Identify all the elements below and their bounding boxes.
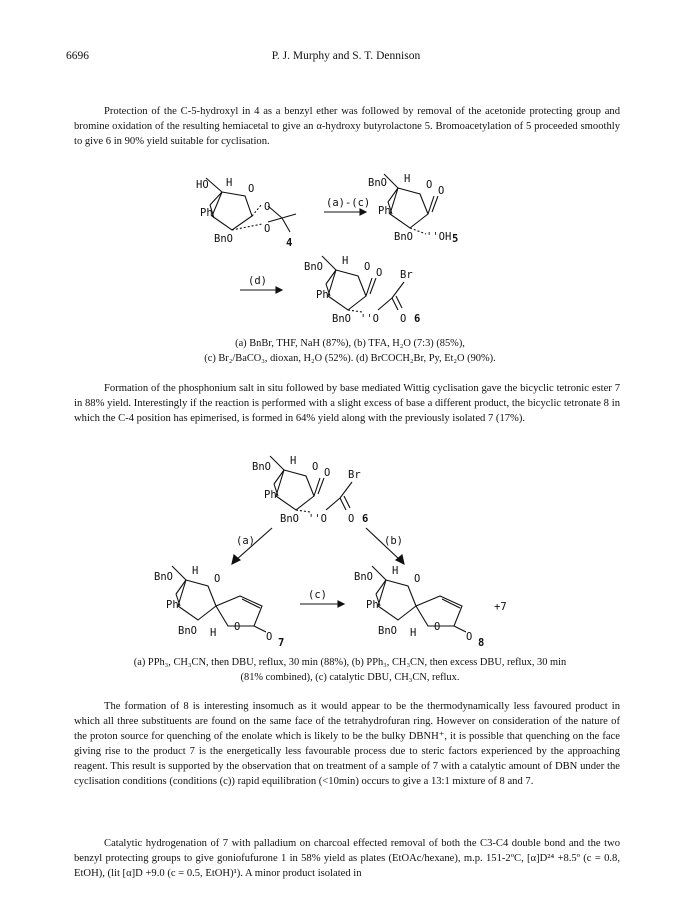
scheme-2-caption xyxy=(80,655,620,685)
label-H-7b: H xyxy=(210,627,217,639)
label-O-5b: O xyxy=(438,185,445,197)
label-BnO-s2-6a: BnO xyxy=(252,461,271,473)
paragraph-4-text: Catalytic hydrogenation of 7 with palladium on charcoal effected removal of both the C3-C4 double bond and the two benzyl protecting groups to give goniofufurone 1 in 58% yield as plates (EtOAc/hexane), m.p. 151-2ºC, [α]D²⁴ +8.5º (c = 0.8, EtOH), (lit [α]D +9.0 (c = 0.5, EtOH)¹). A minor product isolated in xyxy=(74,838,620,879)
label-BnO-5b: BnO xyxy=(394,231,413,243)
label-H-s2-6: H xyxy=(290,455,297,467)
label-Ph-6: Ph xyxy=(316,289,329,301)
label-Ph-5: Ph xyxy=(378,205,391,217)
label-O-6a: O xyxy=(364,261,371,273)
scheme-1-caption-line2: (c) Br₂/BaCO₃, dioxan, H₂O (52%). (d) BrCOCH₂Br, Py, Et₂O (90%). xyxy=(204,353,496,364)
label-Ph-8: Ph xyxy=(366,599,379,611)
compound-4-number: 4 xyxy=(286,237,293,249)
label-O-8a: O xyxy=(414,573,421,585)
label-BnO-4: BnO xyxy=(214,233,233,245)
label-Ph-7: Ph xyxy=(166,599,179,611)
label-BnO-s2-6b: BnO xyxy=(280,513,299,525)
label-Ph-4: Ph xyxy=(200,207,213,219)
label-BnO-7b: BnO xyxy=(178,625,197,637)
arrow-label-a-c: (a)-(c) xyxy=(326,197,371,209)
label-OH-5: ''OH xyxy=(426,231,452,243)
label-O-s2-6d: O xyxy=(348,513,355,525)
arrow-label-d: (d) xyxy=(248,275,267,287)
label-H-4: H xyxy=(226,177,233,189)
scheme-1-caption-line1: (a) BnBr, THF, NaH (87%), (b) TFA, H₂O (7:3) (85%), xyxy=(235,338,465,349)
paragraph-2-text: Formation of the phosphonium salt in situ followed by base mediated Wittig cyclisation gave the bicyclic tetronic ester 7 in 88% yield. Interestingly if the reaction is performed with a slight excess of base a different product, the bicyclic tetronate 8 in which the C-4 position has epimerised, is formed in 64% yield along with the previously isolated 7 (17%). xyxy=(74,383,620,424)
label-BnO-7a: BnO xyxy=(154,571,173,583)
compound-7-number: 7 xyxy=(278,637,285,649)
label-O-6d: O xyxy=(400,313,407,325)
label-O-6c: ''O xyxy=(360,313,379,325)
scheme-2-caption-line1: (a) PPh₃, CH₃CN, then DBU, reflux, 30 min (88%), (b) PPh₃, CH₃CN, then excess DBU, reflux, 30 min xyxy=(133,657,567,668)
compound-6-number: 6 xyxy=(414,313,421,325)
plus-7-label: +7 xyxy=(494,601,507,613)
scheme-2-caption-line2: (81% combined), (c) catalytic DBU, CH₃CN, reflux. xyxy=(240,672,460,683)
label-H-8b: H xyxy=(410,627,417,639)
paragraph-1-text: Protection of the C-5-hydroxyl in 4 as a benzyl ether was followed by removal of the acetonide protecting group and bromine oxidation of the resulting hemiacetal to give an α-hydroxy butyrolactone 5. Bromoacetylation of 5 proceeded smoothly to give 6 in 90% yield suitable for cyclisation. xyxy=(74,106,620,147)
label-O-8c: O xyxy=(466,631,473,643)
authors: P. J. Murphy and S. T. Dennison xyxy=(271,50,421,62)
label-O-s2-6c: ''O xyxy=(308,513,327,525)
label-O-4c: O xyxy=(264,223,271,235)
ring-6-top xyxy=(276,470,314,510)
label-BnO-6a: BnO xyxy=(304,261,323,273)
arrow-label-c: (c) xyxy=(308,589,327,601)
label-O-7c: O xyxy=(266,631,273,643)
label-H-8a: H xyxy=(392,565,399,577)
ring-8a xyxy=(378,580,416,620)
label-H-6: H xyxy=(342,255,349,267)
label-O-4a: O xyxy=(248,183,255,195)
paragraph-3 xyxy=(74,699,620,789)
paragraph-3-text: The formation of 8 is interesting insomuch as it would appear to be the thermodynamically less favoured product in which all three substituents are found on the same face of the tetrahydrofuran ring. However on consideration of the nature of the proton source for quenching of the enolate which is likely to be the bulky DBNH⁺, it is possible that quenching on the face giving rise to the product 7 is the energetically less favourable process due to steric factors experienced by the approaching reagent. This result is supported by the observation that on treatment of a sample of 7 with a catalytic amount of DBN under the cyclisation conditions (conditions (c)) rapid equilibration (<10min) occurs to give a 13:1 mixture of 8 and 7. xyxy=(74,701,620,787)
label-O-7b: O xyxy=(234,621,241,633)
label-O-7a: O xyxy=(214,573,221,585)
label-H-7a: H xyxy=(192,565,199,577)
arrow-label-a: (a) xyxy=(236,535,255,547)
label-BnO-5a: BnO xyxy=(368,177,387,189)
label-O-s2-6b: O xyxy=(324,467,331,479)
label-HO: HO xyxy=(196,179,209,191)
label-O-5a: O xyxy=(426,179,433,191)
paragraph-4 xyxy=(74,836,620,881)
label-Ph-s2-6: Ph xyxy=(264,489,277,501)
compound-6-number-s2: 6 xyxy=(362,513,369,525)
page-number: 6696 xyxy=(66,50,89,62)
label-BnO-6b: BnO xyxy=(332,313,351,325)
label-Br-6: Br xyxy=(400,269,413,281)
label-O-6b: O xyxy=(376,267,383,279)
compound-5-number: 5 xyxy=(452,233,459,245)
label-O-4b: O xyxy=(264,201,271,213)
label-O-8b: O xyxy=(434,621,441,633)
label-BnO-8a: BnO xyxy=(354,571,373,583)
label-H-5: H xyxy=(404,173,411,185)
compound-8-number: 8 xyxy=(478,637,485,649)
arrow-label-b: (b) xyxy=(384,535,403,547)
label-BnO-8b: BnO xyxy=(378,625,397,637)
ring-7a xyxy=(178,580,216,620)
label-O-s2-6a: O xyxy=(312,461,319,473)
label-Br-s2: Br xyxy=(348,469,361,481)
